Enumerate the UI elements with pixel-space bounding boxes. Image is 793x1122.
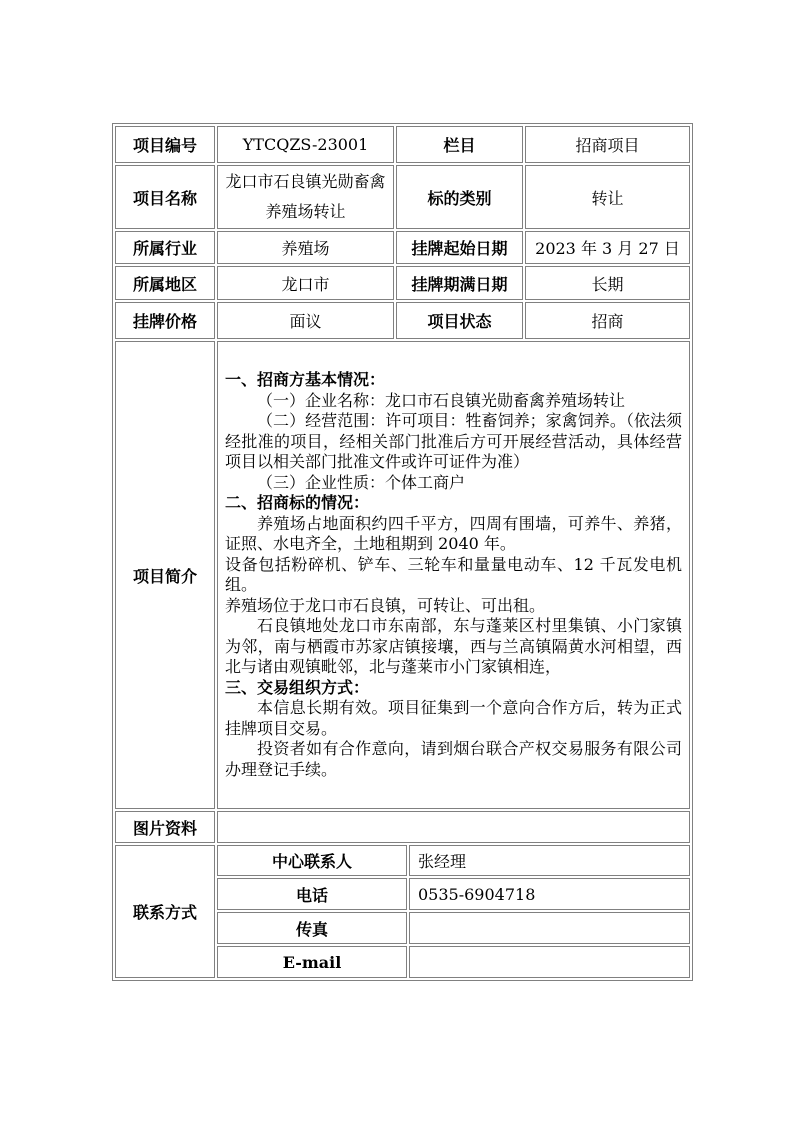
intro-paragraph: （二）经营范围：许可项目：牲畜饲养；家禽饲养。（依法须经批准的项目，经相关部门批准后方可开展经营活动，具体经营项目以相关部门批准文件或许可证件为准） [225,411,682,471]
field-value-text: 长期 [591,274,624,294]
images-row [115,811,690,843]
contact-field-label: 中心联系人 [217,845,407,876]
images-value-cell [217,811,690,843]
intro-paragraph: （三）企业性质：个体工商户 [257,472,466,492]
field-value-right [525,231,690,264]
field-value-left [217,126,394,163]
info-row [115,266,690,300]
images-label: 图片资料 [115,811,215,843]
field-value-text: 招商 [591,312,624,331]
intro-content-cell [217,341,690,809]
field-value-left [217,231,394,264]
intro-label: 项目简介 [115,341,215,809]
contact-subrow [217,878,690,910]
field-value-text: 养殖场 [281,239,330,258]
contact-subrow [217,946,690,978]
intro-paragraphs [225,370,682,780]
info-row [115,231,690,264]
contact-subrow [217,912,690,944]
field-value-left [217,302,394,339]
contact-row [115,845,690,978]
contact-subrow [217,845,690,876]
intro-paragraph: 一、招商方基本情况： [225,370,386,389]
field-value-text: 2023 年 3 月 27 日 [535,239,680,258]
intro-paragraph: （一）企业名称：龙口市石良镇光勋畜禽养殖场转让 [257,390,626,410]
field-value-text: 招商项目 [575,136,640,155]
field-label-left: 所属地区 [115,266,215,300]
intro-row [115,341,690,809]
intro-paragraph: 养殖场占地面积约四千平方，四周有围墙，可养牛、养猪，证照、水电齐全，土地租期到 2040 年。 [225,513,682,553]
contact-field-label: 电话 [217,878,407,910]
intro-paragraph: 设备包括粉碎机、铲车、三轮车和量量电动车、12 千瓦发电机组。 [225,554,682,594]
field-label-right: 标的类别 [396,165,523,229]
field-value-left [217,266,394,300]
intro-paragraph: 三、交易组织方式： [225,677,370,697]
contact-field-value: 张经理 [409,845,690,876]
field-label-right: 栏目 [396,126,523,163]
contact-field-value [409,946,690,978]
field-value-text: 面议 [289,312,322,331]
field-label-left: 挂牌价格 [115,302,215,339]
contact-field-label: 传真 [217,912,407,944]
contact-subtable [217,845,690,978]
field-value-right [525,165,690,229]
field-label-left: 所属行业 [115,231,215,264]
info-row [115,302,690,339]
field-value-right [525,302,690,339]
project-info-table [112,123,693,981]
contact-field-label: E-mail [217,946,407,978]
intro-paragraph: 二、招商标的情况： [225,493,370,512]
field-value-right [525,266,690,300]
info-row [115,165,690,229]
intro-paragraph: 本信息长期有效。项目征集到一个意向合作方后，转为正式挂牌项目交易。 [225,698,682,738]
field-value-text: YTCQZS-23001 [242,135,369,154]
field-value-text: 龙口市石良镇光勋畜禽养殖场转让 [225,172,386,221]
contact-field-value: 0535-6904718 [409,878,690,910]
field-value-text: 龙口市 [281,274,330,294]
field-value-right [525,126,690,163]
intro-paragraph: 投资者如有合作意向，请到烟台联合产权交易服务有限公司办理登记手续。 [225,739,682,779]
field-value-left [217,165,394,229]
field-label-left: 项目编号 [115,126,215,163]
field-value-text: 转让 [591,188,624,208]
info-row [115,126,690,163]
field-label-right: 挂牌起始日期 [396,231,523,264]
intro-paragraph: 养殖场位于龙口市石良镇，可转让、可出租。 [225,595,546,615]
field-label-left: 项目名称 [115,165,215,229]
field-label-right: 挂牌期满日期 [396,266,523,300]
contact-label: 联系方式 [115,845,215,978]
field-label-right: 项目状态 [396,302,523,339]
contact-field-value [409,912,690,944]
intro-paragraph: 石良镇地处龙口市东南部，东与蓬莱区村里集镇、小门家镇为邻，南与栖霞市苏家店镇接壤，西与兰高镇隔黄水河相望，西北与诸由观镇毗邻，北与蓬莱市小门家镇相连， [225,616,682,676]
